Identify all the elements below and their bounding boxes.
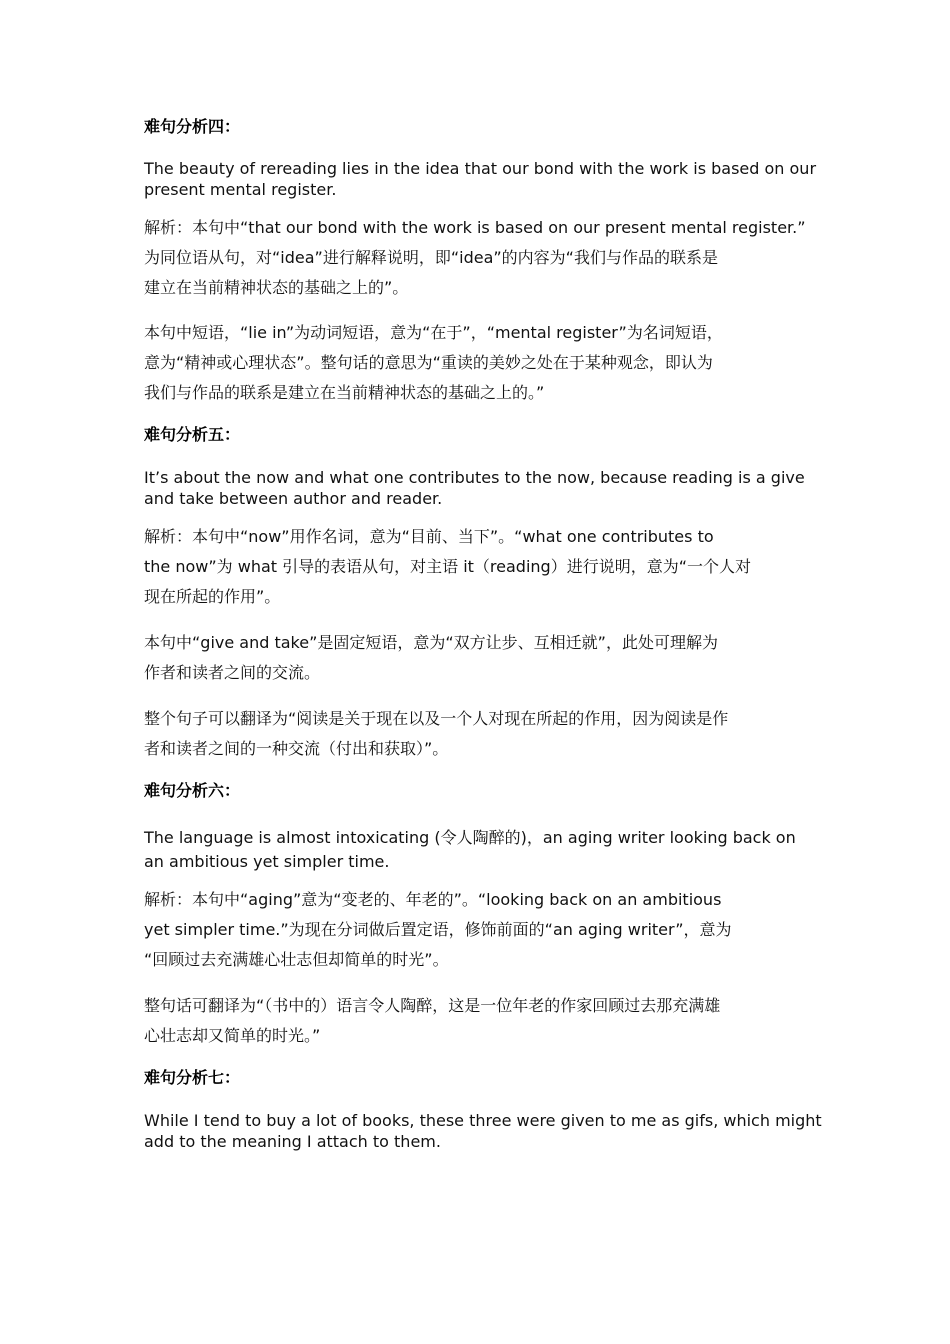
- note-line: 作者和读者之间的交流。: [144, 663, 321, 682]
- analysis-4: [144, 213, 819, 303]
- analysis-line: the now”为 what 引导的表语从句，对主语 it（reading）进行说明，意为“一个人对: [144, 557, 751, 576]
- sentence-line: While I tend to buy a lot of books, these three were given to me as gifs, which might: [144, 1111, 822, 1130]
- translation-5: [144, 704, 819, 764]
- note-line: 我们与作品的联系是建立在当前精神状态的基础之上的。”: [144, 383, 545, 402]
- analysis-line: 解析：本句中“now”用作名词，意为“目前、当下”。“what one contributes to: [144, 527, 714, 546]
- sentence-line: It’s about the now and what one contributes to the now, because reading is a give: [144, 468, 805, 487]
- translation-line: 整个句子可以翻译为“阅读是关于现在以及一个人对现在所起的作用，因为阅读是作: [144, 709, 729, 728]
- analysis-line: 解析：本句中“aging”意为“变老的、年老的”。“looking back on an ambitious: [144, 890, 722, 909]
- sentence-4: [144, 158, 819, 200]
- note-4: [144, 318, 819, 408]
- analysis-line: 现在所起的作用”。: [144, 587, 281, 606]
- sentence-line: add to the meaning I attach to them.: [144, 1132, 441, 1151]
- sentence-line: an ambitious yet simpler time.: [144, 852, 390, 871]
- analysis-line: 解析：本句中“that our bond with the work is based on our present mental register.”: [144, 218, 806, 237]
- sentence-line: The language is almost intoxicating (令人陶醉的)，an aging writer looking back on: [144, 828, 796, 847]
- section-heading-7: 难句分析七：: [144, 1068, 241, 1087]
- analysis-line: 建立在当前精神状态的基础之上的”。: [144, 278, 409, 297]
- analysis-line: 为同位语从句，对“idea”进行解释说明，即“idea”的内容为“我们与作品的联系是: [144, 248, 718, 267]
- translation-line: 心壮志却又简单的时光。”: [144, 1026, 321, 1045]
- analysis-6: [144, 885, 819, 975]
- sentence-line: present mental register.: [144, 180, 337, 199]
- translation-6: [144, 991, 819, 1051]
- sentence-7: [144, 1110, 822, 1152]
- note-line: 本句中短语，“lie in”为动词短语，意为“在于”，“mental register”为名词短语，: [144, 323, 723, 342]
- section-heading-6: 难句分析六：: [144, 781, 241, 800]
- sentence-line: The beauty of rereading lies in the idea that our bond with the work is based on our: [144, 159, 817, 178]
- note-5: [144, 628, 819, 688]
- analysis-5: [144, 522, 819, 612]
- analysis-line: yet simpler time.”为现在分词做后置定语，修饰前面的“an aging writer”，意为: [144, 920, 732, 939]
- sentence-5: [144, 467, 819, 509]
- section-heading-4: 难句分析四：: [144, 117, 241, 136]
- section-heading-5: 难句分析五：: [144, 425, 241, 444]
- sentence-6: [144, 825, 819, 872]
- translation-line: 整句话可翻译为“（书中的）语言令人陶醉，这是一位年老的作家回顾过去那充满雄: [144, 996, 721, 1015]
- document-page: [144, 116, 822, 1152]
- sentence-line: and take between author and reader.: [144, 489, 443, 508]
- analysis-line: “回顾过去充满雄心壮志但却简单的时光”。: [144, 950, 449, 969]
- translation-line: 者和读者之间的一种交流（付出和获取）”。: [144, 739, 449, 758]
- note-line: 本句中“give and take”是固定短语，意为“双方让步、互相迁就”，此处可理解为: [144, 633, 718, 652]
- note-line: 意为“精神或心理状态”。整句话的意思为“重读的美妙之处在于某种观念，即认为: [144, 353, 713, 372]
